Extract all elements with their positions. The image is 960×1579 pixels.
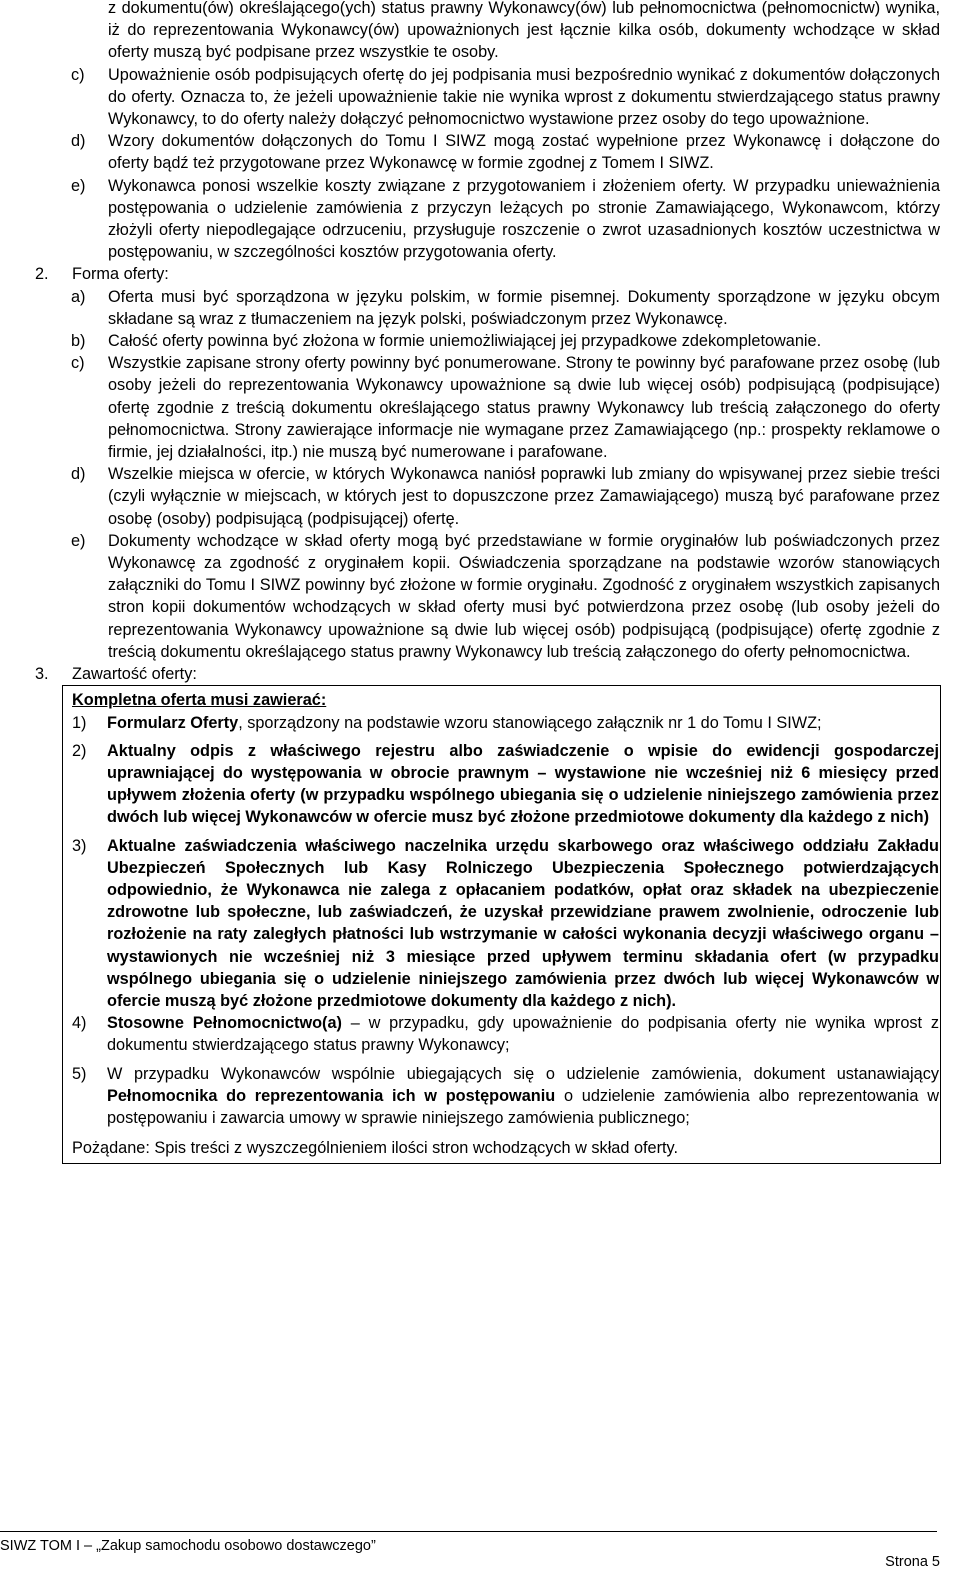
item-bold-text: Aktualny odpis z właściwego rejestru albo zaświadczenie o wpisie do ewidencji gospodarczej uprawniającej do występowania w obrocie prawnym – wystawione nie wcześniej niż 6 miesięcy przed upływem złożenia oferty (w przypadku wspólnego ubiegania się o udzielenie niniejszego zamówienia przez dwóch lub więcej Wykonawców w ofercie musz być złożone przedmiotowe dokumenty dla każdego z nich) (107, 741, 939, 827)
item-label: 4) (72, 1014, 87, 1033)
section-heading-3 (35, 663, 940, 685)
item-bold-text: Pełnomocnika do reprezentowania ich w postępowaniu (107, 1086, 556, 1105)
section-number: 3. (35, 665, 49, 684)
item-text: Upoważnienie osób podpisujących ofertę do jej podpisania musi bezpośrednio wynikać z dokumentów dołączonych do oferty. Oznacza to, że jeżeli upoważnienie takie nie wynika wprost z dokumentu stwierdzającego status prawny Wykonawcy, to do oferty należy dołączyć pełnomocnictwo wystawione przez osoby do tego upoważnione. (108, 65, 940, 129)
item-label: 5) (72, 1064, 87, 1083)
item-text: Oferta musi być sporządzona w języku polskim, w formie pisemnej. Dokumenty sporządzone w języku obcym składane są wraz z tłumaczeniem na język polski, poświadczonym przez Wykonawcę. (108, 287, 940, 328)
box-heading: Kompletna oferta musi zawierać: (72, 691, 327, 710)
item-text: o udzielenie zamówienia albo reprezentowania w postępowaniu i zawarcia umowy w sprawie niniejszego zamówienia publicznego; (107, 1086, 939, 1127)
item-text: W przypadku Wykonawców wspólnie ubiegających się o udzielenie zamówienia, dokument ustanawiający (107, 1064, 939, 1083)
list-item-e (71, 175, 940, 264)
item-label: d) (71, 465, 86, 484)
item-label: b) (71, 332, 86, 351)
paragraph-continuation: z dokumentu(ów) określającego(ych) status prawny Wykonawcy(ów) lub pełnomocnictwa (pełnomocnictw) wynika, iż do reprezentowania Wykonawcy(ów) upoważnionych jest łącznie kilka osób, dokumenty wchodzące w skład oferty muszą być podpisane przez wszystkie te osoby. (108, 0, 940, 62)
footer-document-title: SIWZ TOM I – „Zakup samochodu osobowo dostawczego” (0, 1538, 376, 1554)
item-label: c) (71, 65, 85, 84)
item-bold-text: Aktualne zaświadczenia właściwego naczelnika urzędu skarbowego oraz właściwego oddziału Zakładu Ubezpieczeń Społecznych lub Kasy Rolniczego Ubezpieczenia Społecznego potwierdzających odpowiednio, że Wykonawca nie zalega z opłacaniem podatków, opłat oraz składek na ubezpieczenie zdrowotne lub społeczne, lub zaświadczeń, że uzyskał przewidziane prawem zwolnienie, odroczenie lub rozłożenie na raty zaległych płatności lub wstrzymanie w całości wykonania decyzji właściwego organu – wystawionych nie wcześniej niż 3 miesiące przed upływem terminu składania ofert (w przypadku wspólnego ubiegania się o udzielenie niniejszego zamówienia przez dwóch lub więcej Wykonawców w ofercie muszą być złożone przedmiotowe dokumenty dla każdego z nich). (107, 836, 939, 1010)
item-bold-text: Formularz Oferty (107, 713, 239, 732)
box-item-4 (72, 1012, 939, 1056)
item-text: Wzory dokumentów dołączonych do Tomu I SIWZ mogą zostać wypełnione przez Wykonawcę i dołączone do oferty bądź też przygotowane przez Wykonawcę w formie zgodnej z Tomem I SIWZ. (108, 132, 940, 173)
section-number: 2. (35, 265, 49, 284)
item-text: Wszelkie miejsca w ofercie, w których Wykonawca naniósł poprawki lub zmiany do wpisywanej przez siebie treści (czyli wyłącznie w miejscach, w których jest to dopuszczone przez Zamawiającego) muszą być parafowane przez osobę (osoby) podpisującą (podpisującej) ofertę. (108, 465, 940, 528)
section-title: Zawartość oferty: (72, 665, 197, 684)
item-label: a) (71, 287, 86, 306)
item-text: , sporządzony na podstawie wzoru stanowiącego załącznik nr 1 do Tomu I SIWZ; (238, 713, 822, 732)
item-text: Całość oferty powinna być złożona w formie uniemożliwiającej jej przypadkowe zdekompletowanie. (108, 332, 822, 351)
list-item-d (71, 130, 940, 174)
item-label: c) (71, 354, 85, 373)
box-item-5 (72, 1063, 939, 1130)
item-text: Dokumenty wchodzące w skład oferty mogą być przedstawiane w formie oryginałów lub poświadczonych przez Wykonawcę za zgodność z oryginałem kopii. Oświadczenia sporządzane na podstawie wzorów stanowiących załączniki do Tomu I SIWZ powinny być złożone w formie oryginału. Zgodność z oryginałem wszystkich zapisanych stron kopii dokumentów wchodzących w skład oferty musi być potwierdzona przez osobę (lub osoby jeżeli do reprezentowania Wykonawcy upoważnione są dwie lub więcej osób) podpisującą (podpisujące) ofertę zgodnie z treścią dokumentu określającego status prawny Wykonawcy lub treścią załączonego do oferty pełnomocnictwa. (108, 531, 940, 661)
item-bold-text: Stosowne Pełnomocnictwo(a) (107, 1014, 342, 1033)
box-item-1 (72, 712, 939, 734)
list-item-c (71, 64, 940, 131)
item-label: e) (71, 531, 86, 550)
item-label: d) (71, 132, 86, 151)
item-text: Wykonawca ponosi wszelkie koszty związane z przygotowaniem i złożeniem oferty. W przypadku unieważnienia postępowania o udzielenie zamówienia z przyczyn leżących po stronie Zamawiającego, Wykonawcom, którzy złożyli oferty niepodlegające odrzuceniu, przysługuje roszczenie o zwrot uzasadnionych kosztów uczestnictwa w postępowaniu, w szczególności kosztów przygotowania oferty. (108, 176, 940, 262)
list-item-a (71, 286, 940, 330)
list-item-e (71, 530, 940, 663)
section-title: Forma oferty: (72, 265, 169, 284)
item-text: Wszystkie zapisane strony oferty powinny być ponumerowane. Strony te powinny być parafowane przez osobę (lub osoby jeżeli do reprezentowania Wykonawcy upoważnione są dwie lub więcej osób) podpisującą (podpisujące) ofertę zgodnie z treścią dokumentu określającego status prawny Wykonawcy lub treścią załączonego do oferty pełnomocnictwa. Strony zawierające informacje nie wymagane przez Zamawiającego (np.: prospekty reklamowe o firmie, jej działalności, itp.) nie muszą być numerowane i parafowane. (108, 354, 940, 462)
item-label: 3) (72, 836, 87, 855)
page-number: Strona 5 (885, 1554, 940, 1570)
box-item-3 (72, 835, 939, 1013)
item-label: 1) (72, 713, 87, 732)
list-item-b (71, 330, 940, 352)
section-heading-2 (35, 263, 940, 285)
item-label: 2) (72, 741, 87, 760)
offer-contents-box (62, 685, 941, 1164)
list-item-d (71, 463, 940, 530)
box-footer-note: Pożądane: Spis treści z wyszczególnieniem ilości stron wchodzących w skład oferty. (72, 1139, 678, 1158)
item-text: – w przypadku, gdy upoważnienie do podpisania oferty nie wynika wprost z dokumentu stwierdzającego status prawny Wykonawcy; (107, 1014, 939, 1055)
footer-divider (0, 1531, 937, 1532)
item-label: e) (71, 176, 86, 195)
box-item-2 (72, 740, 939, 829)
list-item-c (71, 352, 940, 463)
